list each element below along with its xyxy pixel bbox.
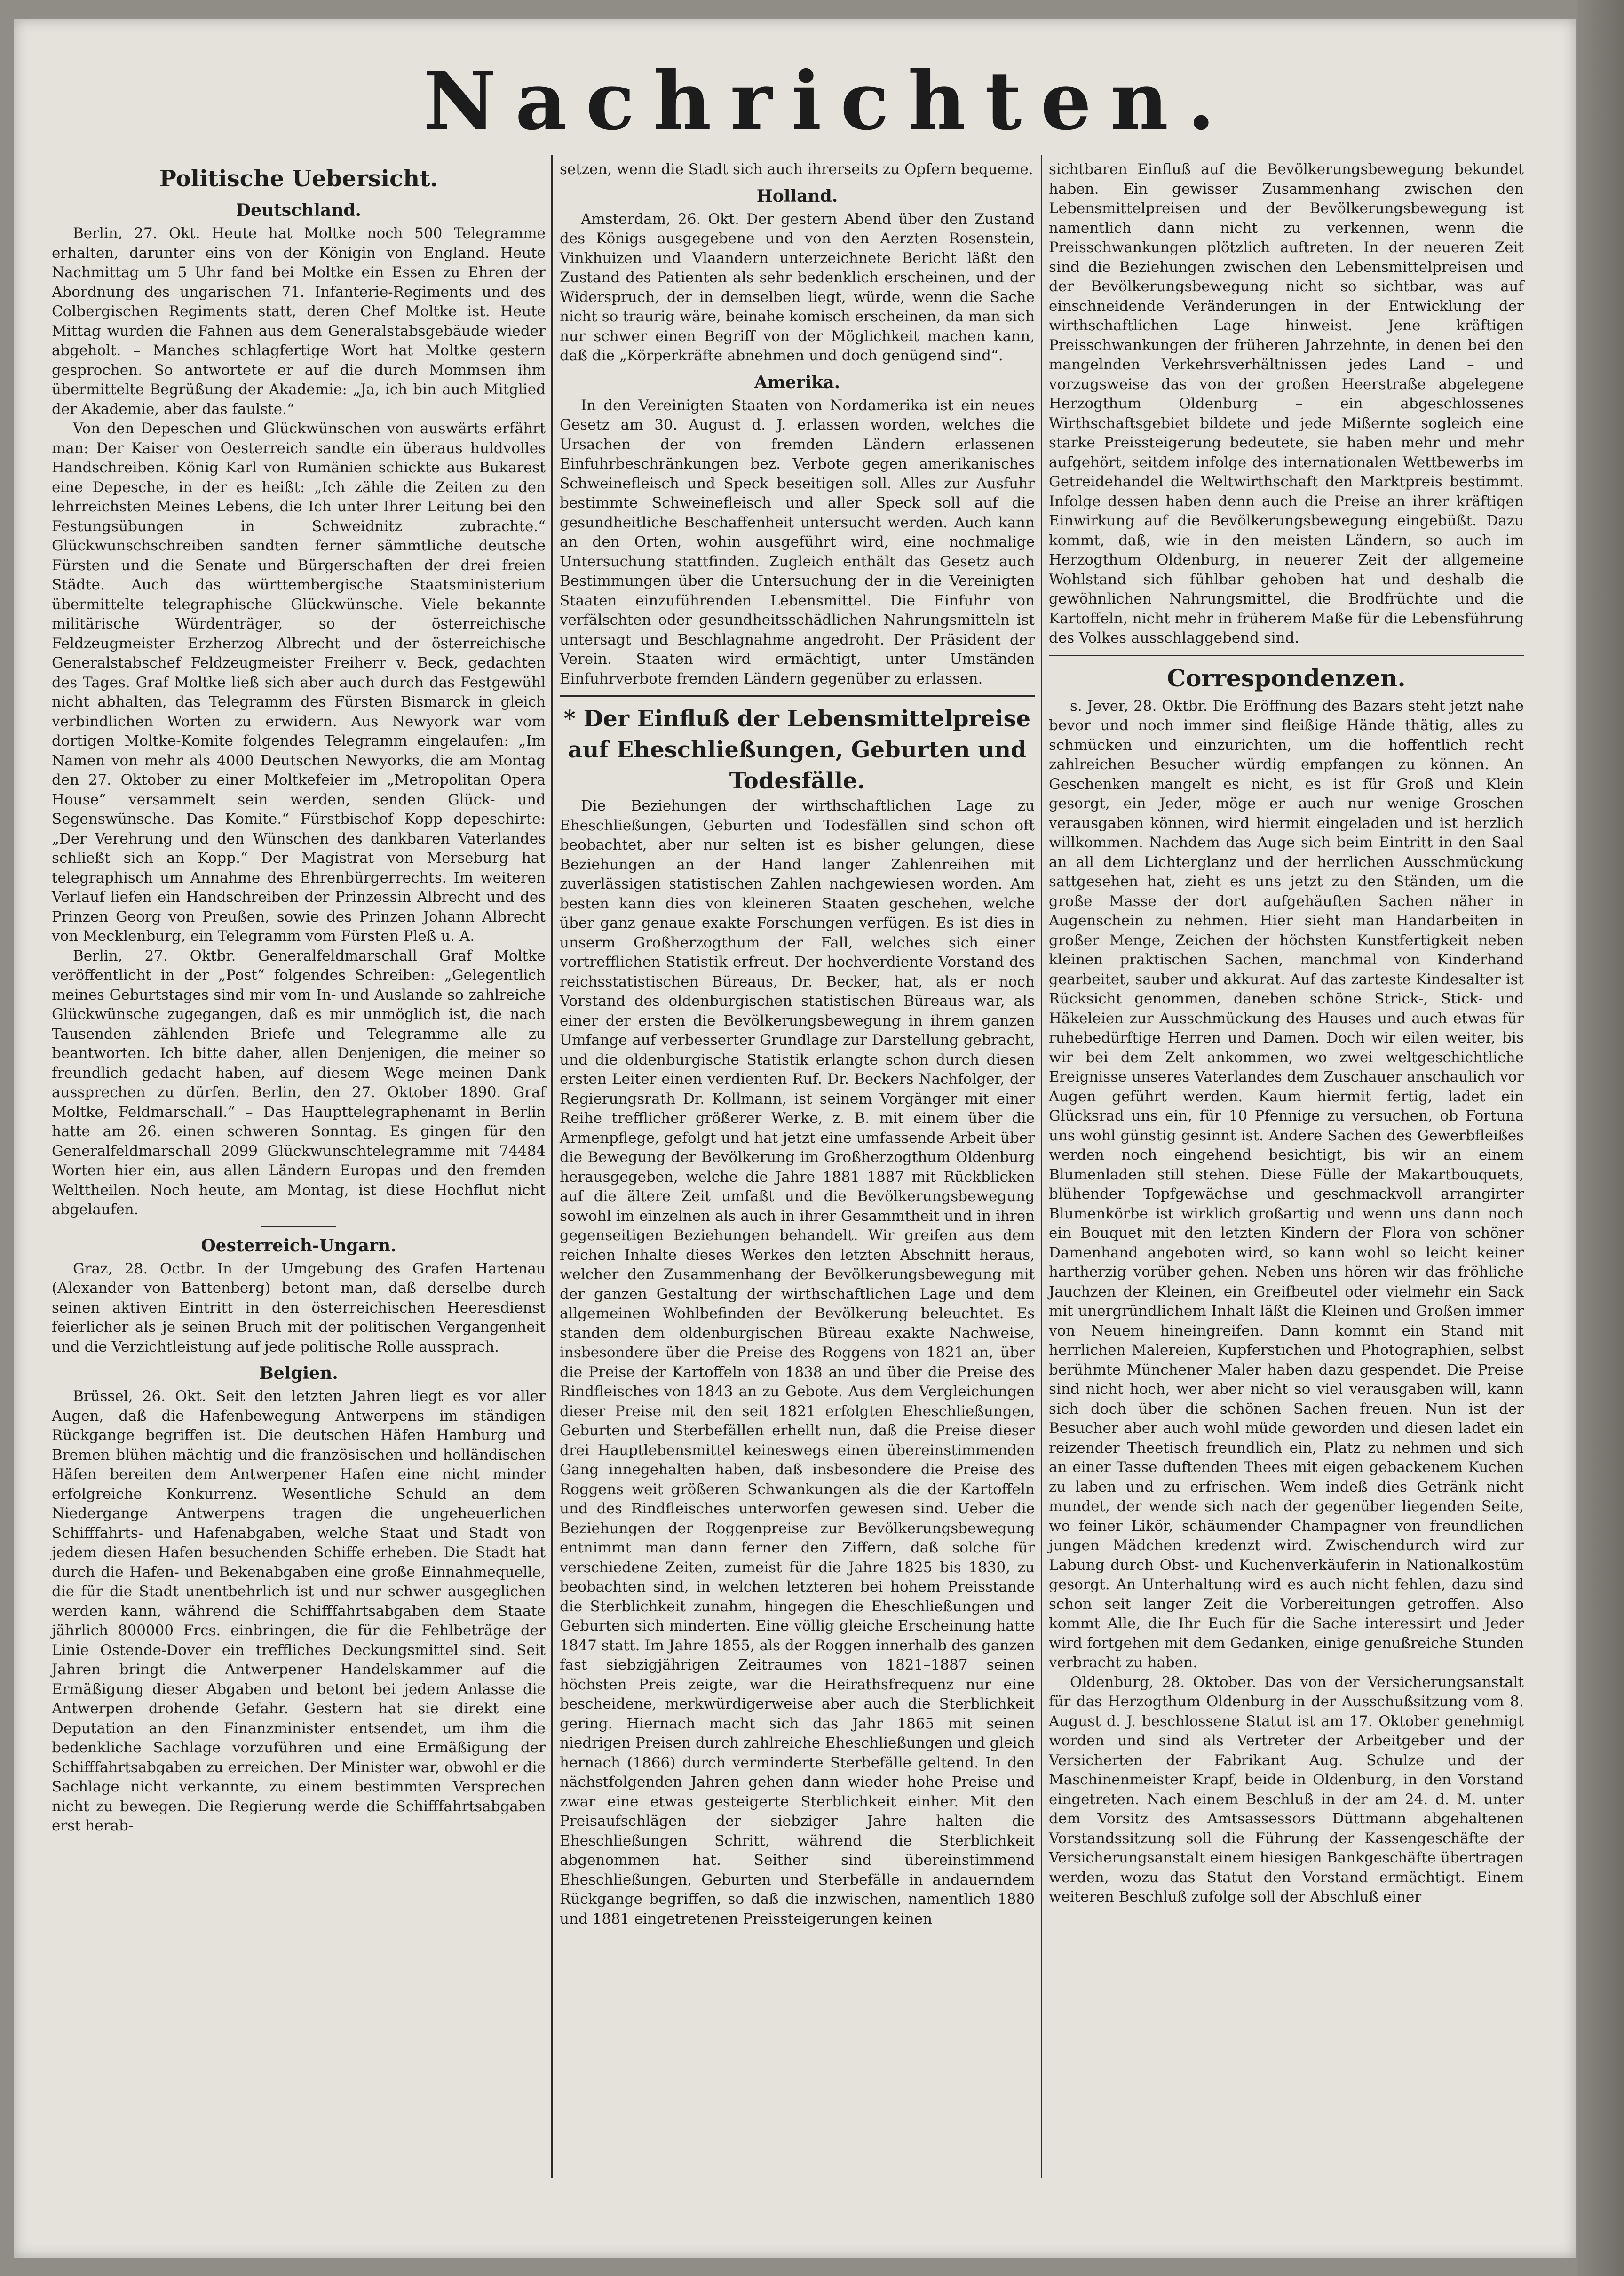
article-paragraph: Die Beziehungen der wirthschaftlichen Lage zu Eheschließungen, Geburten und Todesfällen sind schon oft beobachtet, aber nur selten ist es bisher gelungen, diese Beziehungen an der Hand langer Zahlenreihen mit zuverlässigen statistischen Zahlen nachgewiesen worden. Am besten kann dies von kleineren Staaten geschehen, welche über ganz genaue exakte Forschungen verfügen. Es ist dies in unserm Großherzogthum der Fall, welches sich einer vortrefflichen Statistik erfreut. Der hochverdiente Vorstand des reichsstatistischen Büreaus, Dr. Becker, hat, als er noch Vorstand des oldenburgischen statistischen Büreaus war, als einer der ersten die Bevölkerungsbewegung in ihrem ganzen Umfange auf verbesserter Grundlage zur Darstellung gebracht, und die oldenburgische Statistik erlangte schon durch diesen ersten Leiter einen verdienten Ruf. Dr. Beckers Nachfolger, der Regierungsrath Dr. Kollmann, ist seinem Vorgänger mit einer Reihe trefflicher größerer Werke, z. B. mit einem über die Armenpflege, gefolgt und hat jetzt eine umfassende Arbeit über die Bewegung der Bevölkerung im Großherzogthum Oldenburg herausgegeben, welche die Jahre 1881–1887 mit Rückblicken auf die ältere Zeit umfaßt und die Bevölkerungsbewegung sowohl im einzelnen als auch in ihrer Gesammtheit und in ihren gegenseitigen Beziehungen behandelt. Wir greifen aus dem reichen Inhalte dieses Werkes den letzten Abschnitt heraus, welcher den Zusammenhang der Bevölkerungsbewegung mit der ganzen Gestaltung der wirthschaftlichen Lage und dem allgemeinen Wohlbefinden der Bevölkerung beleuchtet. Es standen dem oldenburgischen Büreau exakte Nachweise, insbesondere über die Preise des Roggens von 1821 an, über die Preise der Kartoffeln von 1838 an und über die Preise des Rindfleisches von 1843 an zu Gebote. Aus dem Vergleichungen dieser Preise mit den seit 1821 erfolgten Eheschließungen, Geburten und Sterbefällen erhellt nun, daß die Preise dieser drei Hauptlebensmittel keineswegs einen übereinstimmenden Gang innegehalten haben, daß insbesondere die Preise des Roggens weit größeren Schwankungen als die der Kartoffeln und des Rindfleisches unterworfen gewesen sind. Ueber die Beziehungen der Roggenpreise zur Bevölkerungsbewegung entnimmt man dann ferner den Ziffern, daß solche für verschiedene Zeiten, zumeist für die Jahre 1825 bis 1830, zu beobachten sind, in welchen letzteren bei hohem Preisstande die Sterblichkeit zunahm, hingegen die Eheschließungen und Geburten sich minderten. Eine völlig gleiche Erscheinung hatte 1847 statt. Im Jahre 1855, als der Roggen innerhalb des ganzen fast siebzigjährigen Zeitraumes von 1821–1887 seinen höchsten Preis zeigte, war die Heirathsfrequenz nur eine bescheidene, merkwürdigerweise aber auch die Sterblichkeit gering. Hiernach macht sich das Jahr 1865 mit seinen niedrigen Preisen durch zahlreiche Eheschließungen und gleich hernach (1866) durch verminderte Sterbefälle geltend. In den nächstfolgenden Jahren gehen dann wieder hohe Preise und zwar eine etwas gesteigerte Sterblichkeit einher. Mit den Preisaufschlägen der siebziger Jahre halten die Eheschließungen Schritt, während die Sterblichkeit abgenommen hat. Seither sind übereinstimmend Eheschließungen, Geburten und Sterbefälle in andauerndem Rückgange begriffen, so daß die inzwischen, namentlich 1880 und 1881 eingetretenen Preissteigerungen keinen <box>560 797 1035 1927</box>
column-2 <box>560 160 1035 1929</box>
article-paragraph: Von den Depeschen und Glückwünschen von auswärts erfährt man: Der Kaiser von Oesterreich sandte ein überaus huldvolles Handschreiben. König Karl von Rumänien schickte aus Bukarest eine Depesche, in der es heißt: „Ich zähle die Zeiten zu den lehrreichsten Meines Lebens, die Ich unter Ihrer Leitung bei den Festungsübungen in Schweidnitz zubrachte.“ Glückwunschschreiben sandten ferner sämmtliche deutsche Fürsten und die Senate und Bürgerschaften der drei freien Städte. Auch das württembergische Staatsministerium übermittelte telegraphische Glückwünsche. Viele bekannte militärische Würdenträger, so der österreichische Feldzeugmeister Erzherzog Albrecht und der österreichische Generalstabschef Feldzeugmeister Freiherr v. Beck, gedachten des Tages. Graf Moltke ließ sich aber auch durch das Festgewühl nicht abhalten, das Telegramm des Fürsten Bismarck in gleich verbindlichen Worten zu erwidern. Aus Newyork war vom dortigen Moltke-Komite folgendes Telegramm eingelaufen: „Im Namen von mehr als 4000 Deutschen Newyorks, die am Montag den 27. Oktober zu einer Moltkefeier im „Metropolitan Opera House“ versammelt sein werden, senden Glück- und Segenswünsche. Das Komite.“ Fürstbischof Kopp depeschirte: „Der Verehrung und den Wünschen des dankbaren Vaterlandes schließt sich an Kopp.“ Der Magistrat von Merseburg hat telegraphisch um Annahme des Ehrenbürgerrechts. Im weiteren Verlauf liefen ein Handschreiben der Prinzessin Albrecht und des Prinzen Georg von Preußen, sowie des Prinzen Johann Albrecht von Mecklenburg, ein Telegramm vom Fürsten Pleß u. A. <box>52 420 546 945</box>
article-paragraph: setzen, wenn die Stadt sich auch ihrerseits zu Opfern bequeme. <box>560 161 1033 178</box>
column-rule <box>1041 155 1042 2178</box>
divider <box>560 695 1035 697</box>
masthead: Nachrichten. <box>423 54 1234 148</box>
divider <box>261 1226 336 1227</box>
column-1 <box>52 160 546 1836</box>
feature-title: * Der Einfluß der Lebensmittelpreise auf Eheschließungen, Geburten und Todesfälle. <box>563 706 1031 794</box>
column-rule <box>551 155 553 2178</box>
page-edge <box>1577 0 1624 2276</box>
country-heading: Deutschland. <box>236 200 362 220</box>
article-paragraph: Berlin, 27. Oktbr. Generalfeldmarschall Graf Moltke veröffentlicht in der „Post“ folgendes Schreiben: „Gelegentlich meines Geburtstages sind mir vom In- und Auslande so zahlreiche Glückwünsche zugegangen, daß es mir unmöglich ist, die nach Tausenden zählenden Briefe und Telegramme alle zu beantworten. Ich bitte daher, allen Denjenigen, die meiner so freundlich gedacht haben, auf diesem Wege meinen Dank aussprechen zu dürfen. Berlin, den 27. Oktober 1890. Graf Moltke, Feldmarschall.“ – Das Haupttelegraphenamt in Berlin hatte am 26. einen schweren Sonntag. Es gingen für den Generalfeldmarschall 2099 Glückwunschtelegramme mit 74484 Worten hier ein, aus allen Ländern Europas und den fremden Welttheilen. Noch heute, am Montag, ist diese Hochflut nicht abgelaufen. <box>52 947 546 1218</box>
column-3 <box>1049 160 1524 1907</box>
article-paragraph: sichtbaren Einfluß auf die Bevölkerungsbewegung bekundet haben. Ein gewisser Zusammenhang zwischen den Lebensmittelpreisen und der Bevölkerungsbewegung ist namentlich dann nicht zu verkennen, wenn die Preisschwankungen plötzlich auftreten. In der neueren Zeit sind die Beziehungen zwischen den Lebensmittelpreisen und der Bevölkerungsbewegung nicht so sichtbar, was auf einschneidende Veränderungen in der Entwicklung der wirthschaftlichen Lage hinweist. Jene kräftigen Preisschwankungen der früheren Jahrzehnte, in denen bei den mangelnden Verkehrsverhältnissen jedes Land – und vorzugsweise das von der großen Heerstraße abgelegene Herzogthum Oldenburg – ein abgeschlossenes Wirthschaftsgebiet bildete und jede Mißernte sogleich eine starke Preissteigerung bedeutete, sie haben mehr und mehr aufgehört, seitdem infolge des internationalen Wettbewerbs im Getreidehandel die Weltwirthschaft den Marktpreis bestimmt. Infolge dessen haben denn auch die Preise an ihrer kräftigen Einwirkung auf die Bevölkerungsbewegung eingebüßt. Dazu kommt, daß, wie in den meisten Ländern, so auch im Herzogthum Oldenburg, in neuerer Zeit der allgemeine Wohlstand sich fühlbar gehoben hat und deshalb die gewöhnlichen Nahrungsmittel, die Brodfrüchte und die Kartoffeln, nicht mehr in früherem Maße für die Lebensführung des Volkes ausschlaggebend sind. <box>1049 161 1524 646</box>
country-heading: Oesterreich-Ungarn. <box>201 1235 396 1256</box>
article-paragraph: Oldenburg, 28. Oktober. Das von der Versicherungsanstalt für das Herzogthum Oldenburg in der Ausschußsitzung vom 8. August d. J. beschlossene Statut ist am 17. Oktober genehmigt worden und sind als Vertreter der Arbeitgeber und der Versicherten der Fabrikant Aug. Schulze und der Maschinenmeister Krapf, beide in Oldenburg, in den Vorstand eingetreten. Nach einem Beschluß in der am 24. d. M. unter dem Vorsitz des Amtsassessors Düttmann abgehaltenen Vorstandssitzung soll die Führung der Kassengeschäfte der Versicherungsanstalt einem hiesigen Bankgeschäfte übertragen werden, wozu das Statut den Vorstand ermächtigt. Einem weiteren Beschluß zufolge soll der Abschluß einer <box>1049 1673 1524 1905</box>
section-title: Correspondenzen. <box>1167 664 1406 692</box>
article-paragraph: Brüssel, 26. Okt. Seit den letzten Jahren liegt es vor aller Augen, daß die Hafenbewegung Antwerpens im ständigen Rückgange begriffen ist. Die deutschen Häfen Hamburg und Bremen blühen mächtig und die französischen und holländischen Häfen bereiten dem Antwerpener Hafen eine nicht minder erfolgreiche Konkurrenz. Wesentliche Schuld an dem Niedergange Antwerpens tragen die ungeheuerlichen Schifffahrts- und Hafenabgaben, welche Staat und Stadt von jedem diesen Hafen besuchenden Schiffe erheben. Die Stadt hat durch die Hafen- und Bekenabgaben eine große Einnahmequelle, die für die Stadt unentbehrlich ist und nur schwer ausgeglichen werden kann, während die Schifffahrtsabgaben dem Staate jährlich 800000 Frcs. einbringen, die für die Fehlbeträge der Linie Ostende-Dover ein treffliches Deckungsmittel sind. Seit Jahren bringt die Antwerpener Handelskammer auf die Ermäßigung dieser Abgaben und betont bei jedem Anlasse die Antwerpen drohende Gefahr. Gestern hat sie direkt eine Deputation an den Finanzminister entsendet, um ihm die bedenkliche Sachlage vorzuführen und eine Ermäßigung der Schifffahrtsabgaben zu erreichen. Der Minister war, obwohl er die Sachlage nicht verkannte, zu einem bestimmten Versprechen nicht zu bewegen. Die Regierung werde die Schifffahrtsabgaben erst herab- <box>52 1388 546 1834</box>
divider <box>1049 655 1524 656</box>
country-heading: Holland. <box>756 186 838 206</box>
article-paragraph: s. Jever, 28. Oktbr. Die Eröffnung des Bazars steht jetzt nahe bevor und noch immer sind fleißige Hände thätig, alles zu schmücken und einzurichten, um die hoffentlich recht zahlreichen Besucher würdig empfangen zu können. An Geschenken mangelt es nicht, es ist für Groß und Klein gesorgt, ein Jeder, möge er auch nur wenige Groschen verausgaben können, wird hiermit eingeladen und ist herzlich willkommen. Nachdem das Auge sich beim Eintritt in den Saal an all dem Lichterglanz und der herrlichen Ausschmückung sattgesehen hat, zieht es uns jetzt zu den Ständen, um die große Masse der dort aufgehäuften Sachen näher in Augenschein zu nehmen. Hier sieht man Handarbeiten in großer Menge, Zeichen der höchsten Kunstfertigkeit neben kleinen praktischen Sachen, manchmal von Kinderhand gearbeitet, sauber und akkurat. Auf das zarteste Kindesalter ist Rücksicht genommen, daneben schöne Strick-, Stick- und Häkeleien zur Ausschmückung des Hauses und auch etwas für ruhebedürftige Herren und Damen. Doch wir eilen weiter, bis wir bei dem Zelt ankommen, wo zwei weltgeschichtliche Ereignisse unseres Vaterlandes dem Zuschauer anschaulich vor Augen geführt werden. Kaum hiermit fertig, ladet ein Glücksrad uns ein, für 10 Pfennige zu versuchen, ob Fortuna uns wohl günstig gesinnt ist. Andere Sachen des Gewerbfleißes werden noch eingehend besichtigt, bis wir an einem Blumenladen still stehen. Diese Fülle der Makartbouquets, blühender Topfgewächse und geschmackvoll arrangirter Blumenkörbe ist wirklich großartig und wenn uns dann noch ein Bouquet mit den letzten Kindern der Flora von schöner Damenhand angeboten wird, so kann wohl so leicht keiner hartherzig vorüber gehen. Neben uns hören wir das fröhliche Jauchzen der Kleinen, ein Greifbeutel oder vielmehr ein Sack mit unergründlichem Inhalt läßt die Kleinen und Großen immer von Neuem hineingreifen. Dann kommt ein Stand mit herrlichen Malereien, Kupferstichen und Photographien, selbst berühmte Münchener Maler haben dazu gespendet. Die Preise sind nicht hoch, wer aber nicht so viel verausgaben will, kann sich doch über die schönen Sachen freuen. Nun ist der Besucher aber auch wohl müde geworden und diesen ladet ein reizender Theetisch freundlich ein, Platz zu nehmen und sich an einer Tasse duftenden Thees mit eigen gebackenem Kuchen zu laben und zu erfrischen. Wem indeß dies Getränk nicht mundet, der wende sich nach der gegenüber liegenden Seite, wo feiner Likör, schäumender Champagner von freundlichen jungen Mädchen kredenzt wird. Zwischendurch wird zur Labung durch Obst- und Kuchenverkäuferin in Nationalkostüm gesorgt. An Unterhaltung wird es auch nicht fehlen, dazu sind schon seit langer Zeit die Vorbereitungen getroffen. Also kommt Alle, die Ihr Euch für die Sache interessirt und Jeder wird fortgehen mit dem Gedanken, einige genußreiche Stunden verbracht zu haben. <box>1049 697 1524 1671</box>
section-title: Politische Uebersicht. <box>159 166 438 192</box>
article-paragraph: Amsterdam, 26. Okt. Der gestern Abend über den Zustand des Königs ausgegebene und von den Aerzten Rosenstein, Vinkhuizen und Vlaandern unterzeichnete Bericht läßt den Zustand des Patienten als sehr bedenklich erscheinen, und der Widerspruch, der in demselben liegt, würde, wenn die Sache nicht so traurig wäre, beinahe komisch erscheinen, da man sich nur schwer einen Begriff von der Möglichkeit machen kann, daß die „Körperkräfte abnehmen und doch genügend sind“. <box>560 210 1035 364</box>
country-heading: Amerika. <box>754 372 840 392</box>
article-paragraph: In den Vereinigten Staaten von Nordamerika ist ein neues Gesetz am 30. August d. J. erlassen worden, welches die Ursachen der von fremden Ländern erlassenen Einfuhrbeschränkungen bez. Verbote gegen amerikanisches Schweinefleisch und Speck beseitigen soll. Alles zur Ausfuhr bestimmte Schweinefleisch und aller Speck soll auf die gesundheitliche Beschaffenheit untersucht werden. Auch kann an den Orten, wohin ausgeführt wird, eine nochmalige Untersuchung stattfinden. Zugleich enthält das Gesetz auch Bestimmungen über die Untersuchung der in die Vereinigten Staaten einzuführenden Lebensmittel. Die Einfuhr von verfälschten oder gesundheitsschädlichen Nahrungsmitteln ist untersagt und Beschlagnahme angedroht. Der Präsident der Verein. Staaten wird ermächtigt, unter Umständen Einfuhrverbote fremden Ländern gegenüber zu erlassen. <box>560 397 1035 687</box>
article-paragraph: Graz, 28. Octbr. In der Umgebung des Grafen Hartenau (Alexander von Battenberg) betont man, daß derselbe durch seinen aktiven Eintritt in den österreichischen Heeresdienst feierlicher als je seinen Bruch mit der politischen Vergangenheit und die Verzichtleistung auf jede politische Rolle aussprach. <box>52 1260 546 1355</box>
article-paragraph: Berlin, 27. Okt. Heute hat Moltke noch 500 Telegramme erhalten, darunter eins von der Königin von England. Heute Nachmittag um 5 Uhr fand bei Moltke ein Essen zu Ehren der Abordnung des ungarischen 71. Infanterie-Regiments und des Colbergischen Regiments statt, deren Chef Moltke ist. Heute Mittag wurden die Fahnen aus dem Generalstabsgebäude wieder abgeholt. – Manches schlagfertige Wort hat Moltke gestern gesprochen. So antwortete er auf die durch Mommsen ihm übermittelte Begrüßung der Akademie: „Ja, ich bin auch Mitglied der Akademie, aber das faulste.“ <box>52 225 546 418</box>
country-heading: Belgien. <box>259 1363 338 1383</box>
